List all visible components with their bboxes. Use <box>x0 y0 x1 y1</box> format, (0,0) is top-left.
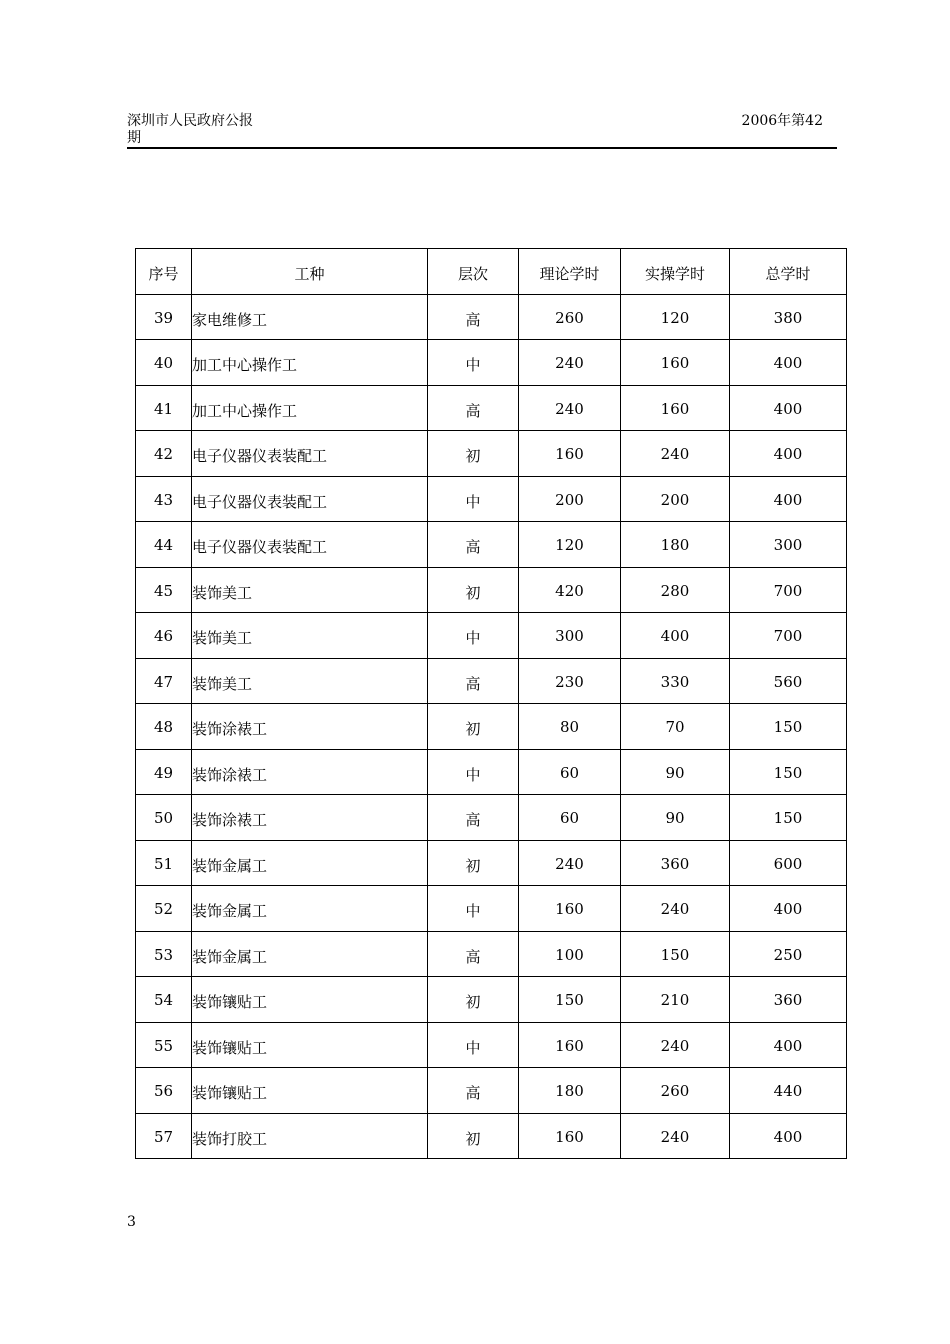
cell-seq: 46 <box>136 613 192 659</box>
cell-seq: 55 <box>136 1022 192 1068</box>
table-row <box>136 704 847 750</box>
cell-type: 装饰镶贴工 <box>192 1022 428 1068</box>
publication-title-suffix: 期 <box>127 130 141 146</box>
cell-practice-hours: 360 <box>621 840 730 886</box>
cell-theory-hours: 160 <box>519 1113 621 1159</box>
cell-seq: 39 <box>136 294 192 340</box>
table-header-row <box>136 249 847 295</box>
cell-seq: 45 <box>136 567 192 613</box>
cell-practice-hours: 240 <box>621 1022 730 1068</box>
cell-seq: 51 <box>136 840 192 886</box>
page-number: 3 <box>127 1214 136 1230</box>
cell-level: 初 <box>428 840 519 886</box>
cell-practice-hours: 90 <box>621 749 730 795</box>
cell-total-hours: 440 <box>730 1068 847 1114</box>
cell-level: 高 <box>428 522 519 568</box>
cell-theory-hours: 160 <box>519 886 621 932</box>
training-hours-table <box>135 248 847 1159</box>
cell-seq: 44 <box>136 522 192 568</box>
cell-level: 初 <box>428 704 519 750</box>
cell-seq: 43 <box>136 476 192 522</box>
cell-total-hours: 400 <box>730 385 847 431</box>
cell-total-hours: 400 <box>730 476 847 522</box>
cell-practice-hours: 160 <box>621 340 730 386</box>
cell-type: 装饰金属工 <box>192 931 428 977</box>
cell-level: 中 <box>428 613 519 659</box>
cell-practice-hours: 240 <box>621 431 730 477</box>
table-row <box>136 749 847 795</box>
table-row <box>136 431 847 477</box>
cell-seq: 47 <box>136 658 192 704</box>
table-row <box>136 658 847 704</box>
cell-theory-hours: 60 <box>519 749 621 795</box>
cell-total-hours: 400 <box>730 1022 847 1068</box>
cell-practice-hours: 260 <box>621 1068 730 1114</box>
column-header-level: 层次 <box>428 249 519 295</box>
cell-type: 装饰金属工 <box>192 840 428 886</box>
cell-seq: 52 <box>136 886 192 932</box>
cell-type: 装饰涂裱工 <box>192 704 428 750</box>
cell-seq: 40 <box>136 340 192 386</box>
cell-type: 装饰美工 <box>192 567 428 613</box>
cell-theory-hours: 150 <box>519 977 621 1023</box>
table-row <box>136 840 847 886</box>
cell-theory-hours: 80 <box>519 704 621 750</box>
table-row <box>136 613 847 659</box>
column-header-seq: 序号 <box>136 249 192 295</box>
cell-seq: 50 <box>136 795 192 841</box>
cell-theory-hours: 160 <box>519 431 621 477</box>
cell-level: 中 <box>428 749 519 795</box>
table-row <box>136 795 847 841</box>
cell-type: 装饰涂裱工 <box>192 795 428 841</box>
header-divider <box>127 147 837 149</box>
cell-type: 电子仪器仪表装配工 <box>192 431 428 477</box>
cell-practice-hours: 160 <box>621 385 730 431</box>
cell-type: 装饰镶贴工 <box>192 977 428 1023</box>
cell-seq: 53 <box>136 931 192 977</box>
table-row <box>136 385 847 431</box>
cell-level: 高 <box>428 931 519 977</box>
cell-seq: 41 <box>136 385 192 431</box>
cell-level: 初 <box>428 1113 519 1159</box>
table-row <box>136 476 847 522</box>
cell-seq: 57 <box>136 1113 192 1159</box>
table-row <box>136 886 847 932</box>
cell-level: 中 <box>428 1022 519 1068</box>
cell-practice-hours: 240 <box>621 886 730 932</box>
cell-total-hours: 400 <box>730 1113 847 1159</box>
cell-type: 装饰美工 <box>192 613 428 659</box>
table-body <box>136 294 847 1159</box>
cell-total-hours: 380 <box>730 294 847 340</box>
cell-practice-hours: 240 <box>621 1113 730 1159</box>
cell-seq: 56 <box>136 1068 192 1114</box>
cell-type: 电子仪器仪表装配工 <box>192 476 428 522</box>
cell-type: 电子仪器仪表装配工 <box>192 522 428 568</box>
cell-level: 中 <box>428 886 519 932</box>
cell-practice-hours: 280 <box>621 567 730 613</box>
header-publication <box>127 113 277 147</box>
cell-theory-hours: 240 <box>519 840 621 886</box>
cell-practice-hours: 400 <box>621 613 730 659</box>
cell-theory-hours: 180 <box>519 1068 621 1114</box>
cell-total-hours: 700 <box>730 613 847 659</box>
cell-practice-hours: 200 <box>621 476 730 522</box>
cell-total-hours: 300 <box>730 522 847 568</box>
cell-practice-hours: 120 <box>621 294 730 340</box>
cell-theory-hours: 240 <box>519 340 621 386</box>
cell-type: 装饰美工 <box>192 658 428 704</box>
column-header-theory-hours: 理论学时 <box>519 249 621 295</box>
cell-level: 初 <box>428 431 519 477</box>
column-header-practice-hours: 实操学时 <box>621 249 730 295</box>
table-row <box>136 1113 847 1159</box>
cell-theory-hours: 230 <box>519 658 621 704</box>
cell-type: 装饰打胶工 <box>192 1113 428 1159</box>
cell-level: 高 <box>428 294 519 340</box>
table-row <box>136 567 847 613</box>
cell-level: 中 <box>428 340 519 386</box>
cell-seq: 49 <box>136 749 192 795</box>
cell-practice-hours: 90 <box>621 795 730 841</box>
cell-level: 初 <box>428 977 519 1023</box>
table-row <box>136 1022 847 1068</box>
cell-theory-hours: 260 <box>519 294 621 340</box>
table-row <box>136 522 847 568</box>
cell-level: 高 <box>428 795 519 841</box>
cell-theory-hours: 200 <box>519 476 621 522</box>
cell-total-hours: 250 <box>730 931 847 977</box>
header-issue: 2006年第42 <box>741 113 823 129</box>
table-row <box>136 294 847 340</box>
cell-practice-hours: 180 <box>621 522 730 568</box>
cell-theory-hours: 420 <box>519 567 621 613</box>
cell-type: 装饰金属工 <box>192 886 428 932</box>
cell-practice-hours: 330 <box>621 658 730 704</box>
cell-total-hours: 360 <box>730 977 847 1023</box>
cell-practice-hours: 210 <box>621 977 730 1023</box>
cell-theory-hours: 300 <box>519 613 621 659</box>
cell-theory-hours: 60 <box>519 795 621 841</box>
cell-total-hours: 150 <box>730 749 847 795</box>
cell-total-hours: 400 <box>730 431 847 477</box>
cell-level: 中 <box>428 476 519 522</box>
publication-title: 深圳市人民政府公报 <box>127 113 253 129</box>
cell-level: 初 <box>428 567 519 613</box>
column-header-type: 工种 <box>192 249 428 295</box>
cell-seq: 54 <box>136 977 192 1023</box>
cell-total-hours: 600 <box>730 840 847 886</box>
table-row <box>136 977 847 1023</box>
cell-theory-hours: 160 <box>519 1022 621 1068</box>
cell-type: 加工中心操作工 <box>192 340 428 386</box>
cell-total-hours: 150 <box>730 704 847 750</box>
cell-total-hours: 400 <box>730 886 847 932</box>
cell-type: 装饰涂裱工 <box>192 749 428 795</box>
cell-total-hours: 700 <box>730 567 847 613</box>
cell-seq: 42 <box>136 431 192 477</box>
cell-theory-hours: 100 <box>519 931 621 977</box>
cell-practice-hours: 70 <box>621 704 730 750</box>
cell-theory-hours: 120 <box>519 522 621 568</box>
cell-seq: 48 <box>136 704 192 750</box>
table-row <box>136 1068 847 1114</box>
cell-type: 装饰镶贴工 <box>192 1068 428 1114</box>
cell-total-hours: 150 <box>730 795 847 841</box>
cell-level: 高 <box>428 658 519 704</box>
cell-type: 加工中心操作工 <box>192 385 428 431</box>
column-header-total-hours: 总学时 <box>730 249 847 295</box>
cell-level: 高 <box>428 385 519 431</box>
cell-level: 高 <box>428 1068 519 1114</box>
cell-total-hours: 560 <box>730 658 847 704</box>
cell-total-hours: 400 <box>730 340 847 386</box>
cell-type: 家电维修工 <box>192 294 428 340</box>
table-row <box>136 340 847 386</box>
cell-practice-hours: 150 <box>621 931 730 977</box>
cell-theory-hours: 240 <box>519 385 621 431</box>
table-row <box>136 931 847 977</box>
